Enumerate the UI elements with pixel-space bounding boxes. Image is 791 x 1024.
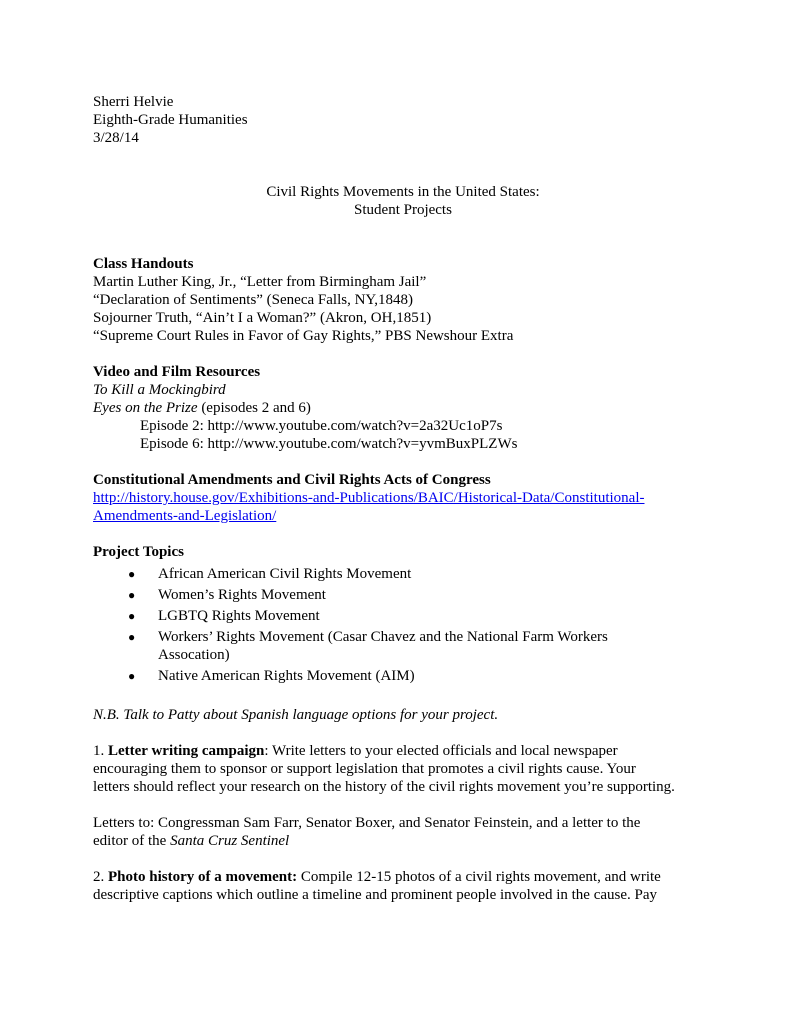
document-title-line2: Student Projects	[354, 202, 452, 218]
film-title: To Kill a Mockingbird	[93, 382, 226, 398]
bullet-icon: ●	[128, 609, 136, 623]
bullet-icon: ●	[128, 669, 136, 683]
document-date: 3/28/14	[93, 130, 139, 146]
bullet-icon: ●	[128, 567, 136, 581]
topic-label: LGBTQ Rights Movement	[158, 608, 320, 624]
project-1-line2: encouraging them to sponsor or support legislation that promotes a civil rights cause. Your	[93, 761, 636, 777]
nb-note: N.B. Talk to Patty about Spanish language options for your project.	[93, 707, 499, 723]
topic-label: Native American Rights Movement (AIM)	[158, 668, 415, 684]
class-handouts-heading: Class Handouts	[93, 256, 194, 272]
list-item	[93, 667, 713, 685]
letters-to-line2	[93, 832, 713, 850]
course-name: Eighth-Grade Humanities	[93, 112, 248, 128]
episode-2-link: Episode 2: http://www.youtube.com/watch?v=2a32Uc1oP7s	[140, 418, 503, 434]
project-1-line3: letters should reflect your research on the history of the civil rights movement you’re supporting.	[93, 779, 675, 795]
letters-to-line1: Letters to: Congressman Sam Farr, Senator Boxer, and Senator Feinstein, and a letter to the	[93, 815, 641, 831]
topic-label: African American Civil Rights Movement	[158, 566, 412, 582]
newspaper-name: Santa Cruz Sentinel	[170, 833, 290, 849]
amendments-link-wrapper	[93, 507, 713, 525]
project-1-text: : Write letters to your elected officials and local newspaper	[264, 743, 618, 759]
handout-item: “Declaration of Sentiments” (Seneca Falls, NY,1848)	[93, 292, 414, 308]
project-2-line2: descriptive captions which outline a timeline and prominent people involved in the cause. Pay	[93, 887, 658, 903]
bullet-icon: ●	[128, 588, 136, 602]
topic-label: Women’s Rights Movement	[158, 587, 326, 603]
project-1-number: 1.	[93, 743, 108, 759]
project-topics-heading: Project Topics	[93, 544, 184, 560]
list-item	[93, 628, 713, 664]
list-item	[93, 607, 713, 625]
project-topics-list	[93, 565, 713, 685]
film-series-note: (episodes 2 and 6)	[197, 400, 311, 416]
project-2-line1	[93, 868, 713, 886]
topic-label-continued: Assocation)	[158, 647, 230, 663]
project-2-number: 2.	[93, 869, 108, 885]
list-item	[93, 565, 713, 583]
topic-label: Workers’ Rights Movement (Casar Chavez and the National Farm Workers	[158, 629, 608, 645]
handout-item: “Supreme Court Rules in Favor of Gay Rights,” PBS Newshour Extra	[93, 328, 514, 344]
video-resources-heading: Video and Film Resources	[93, 364, 261, 380]
project-2-title: Photo history of a movement:	[108, 869, 298, 885]
author-name: Sherri Helvie	[93, 94, 174, 110]
episode-6-link: Episode 6: http://www.youtube.com/watch?v=yvmBuxPLZWs	[140, 436, 518, 452]
amendments-link-line2[interactable]: Amendments-and-Legislation/	[93, 508, 277, 524]
list-item	[93, 586, 713, 604]
amendments-link-wrapper	[93, 489, 713, 507]
amendments-heading: Constitutional Amendments and Civil Rights Acts of Congress	[93, 472, 491, 488]
document-page	[93, 93, 713, 904]
document-title-line1: Civil Rights Movements in the United States:	[266, 184, 540, 200]
amendments-link-line1[interactable]: http://history.house.gov/Exhibitions-and-Publications/BAIC/Historical-Data/Constitutional-	[93, 490, 645, 506]
film-series-title: Eyes on the Prize	[93, 400, 198, 416]
handout-item: Martin Luther King, Jr., “Letter from Birmingham Jail”	[93, 274, 427, 290]
handout-item: Sojourner Truth, “Ain’t I a Woman?” (Akron, OH,1851)	[93, 310, 432, 326]
project-2-text: Compile 12-15 photos of a civil rights movement, and write	[297, 869, 661, 885]
project-1-title: Letter writing campaign	[108, 743, 265, 759]
letters-to-prefix: editor of the	[93, 833, 171, 849]
bullet-icon: ●	[128, 630, 136, 644]
film-series	[93, 399, 713, 417]
project-1-line1	[93, 742, 713, 760]
